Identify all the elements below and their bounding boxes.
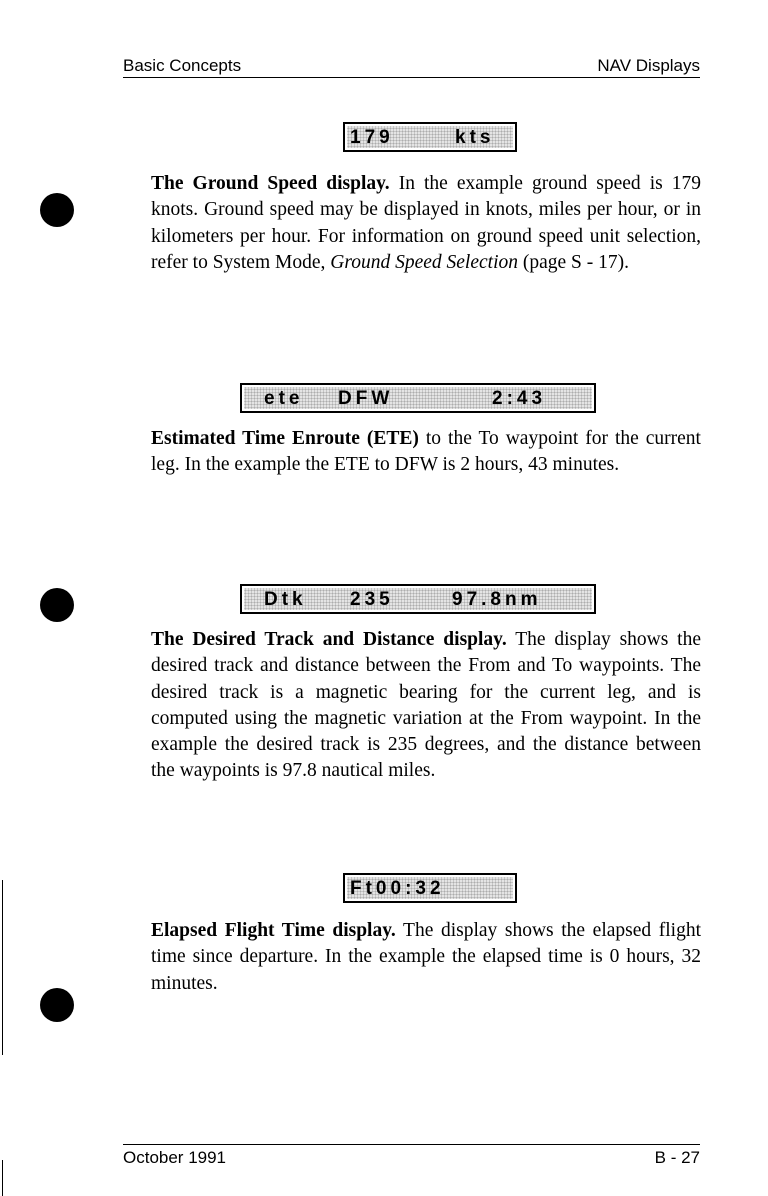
ete-time: 2:43 [492, 388, 547, 409]
margin-bullet-2 [40, 588, 74, 622]
ground-speed-description [151, 171, 701, 276]
flight-time-description [151, 918, 701, 997]
desired-track-value: 235 [350, 589, 394, 610]
ground-speed-text: In the example ground speed is 179 knots. Ground speed may be displayed in knots, miles per hour, or in kilometers per hour. For information on ground speed unit selection, refer to System Mode, [151, 173, 701, 273]
ete-description [151, 426, 701, 479]
ete-display [240, 383, 596, 413]
ete-waypoint: DFW [338, 388, 394, 409]
header-section-title: Basic Concepts [123, 56, 242, 75]
desired-track-label: Dtk [264, 589, 307, 610]
page-number: B - 27 [654, 1148, 700, 1167]
desired-track-title: The Desired Track and Distance display. [151, 629, 507, 650]
ground-speed-page-ref: (page S - 17). [522, 251, 630, 273]
desired-track-display [240, 584, 596, 614]
footer-date: October 1991 [123, 1148, 227, 1167]
margin-bullet-1 [40, 193, 74, 227]
ground-speed-selection-ref: Ground Speed Selection [330, 251, 518, 273]
flight-time-text: The display shows the elapsed flight time since departure. In the example the elapsed time is 0 hours, 32 minutes. [151, 920, 701, 994]
ground-speed-unit: kts [455, 127, 495, 148]
page-footer [123, 1144, 700, 1168]
ete-title: Estimated Time Enroute (ETE) [151, 428, 419, 449]
page-header [123, 56, 700, 78]
flight-time-title: Elapsed Flight Time display. [151, 920, 396, 941]
ete-label: ete [264, 388, 304, 409]
flight-time-value: Ft00:32 [350, 878, 445, 899]
ground-speed-value: 179 [350, 127, 394, 148]
ground-speed-display [343, 122, 517, 152]
margin-bullet-3 [40, 988, 74, 1022]
ete-text: to the To waypoint for the current leg. In the example the ETE to DFW is 2 hours, 43 minutes. [151, 428, 701, 476]
ground-speed-title: The Ground Speed display. [151, 173, 390, 194]
distance-value: 97.8nm [452, 589, 542, 610]
desired-track-text: The display shows the desired track and distance between the From and To waypoints. The desired track is a magnetic bearing for the current leg, and is computed using the magnetic variation at the From waypoint. In the example the desired track is 235 degrees, and the distance between the waypoints is 97.8 nautical miles. [151, 629, 701, 782]
header-chapter-title: NAV Displays [597, 56, 700, 75]
desired-track-description [151, 627, 701, 785]
scan-edge-mark [2, 1160, 3, 1196]
flight-time-display [343, 873, 517, 903]
scan-edge-mark [2, 880, 3, 1055]
